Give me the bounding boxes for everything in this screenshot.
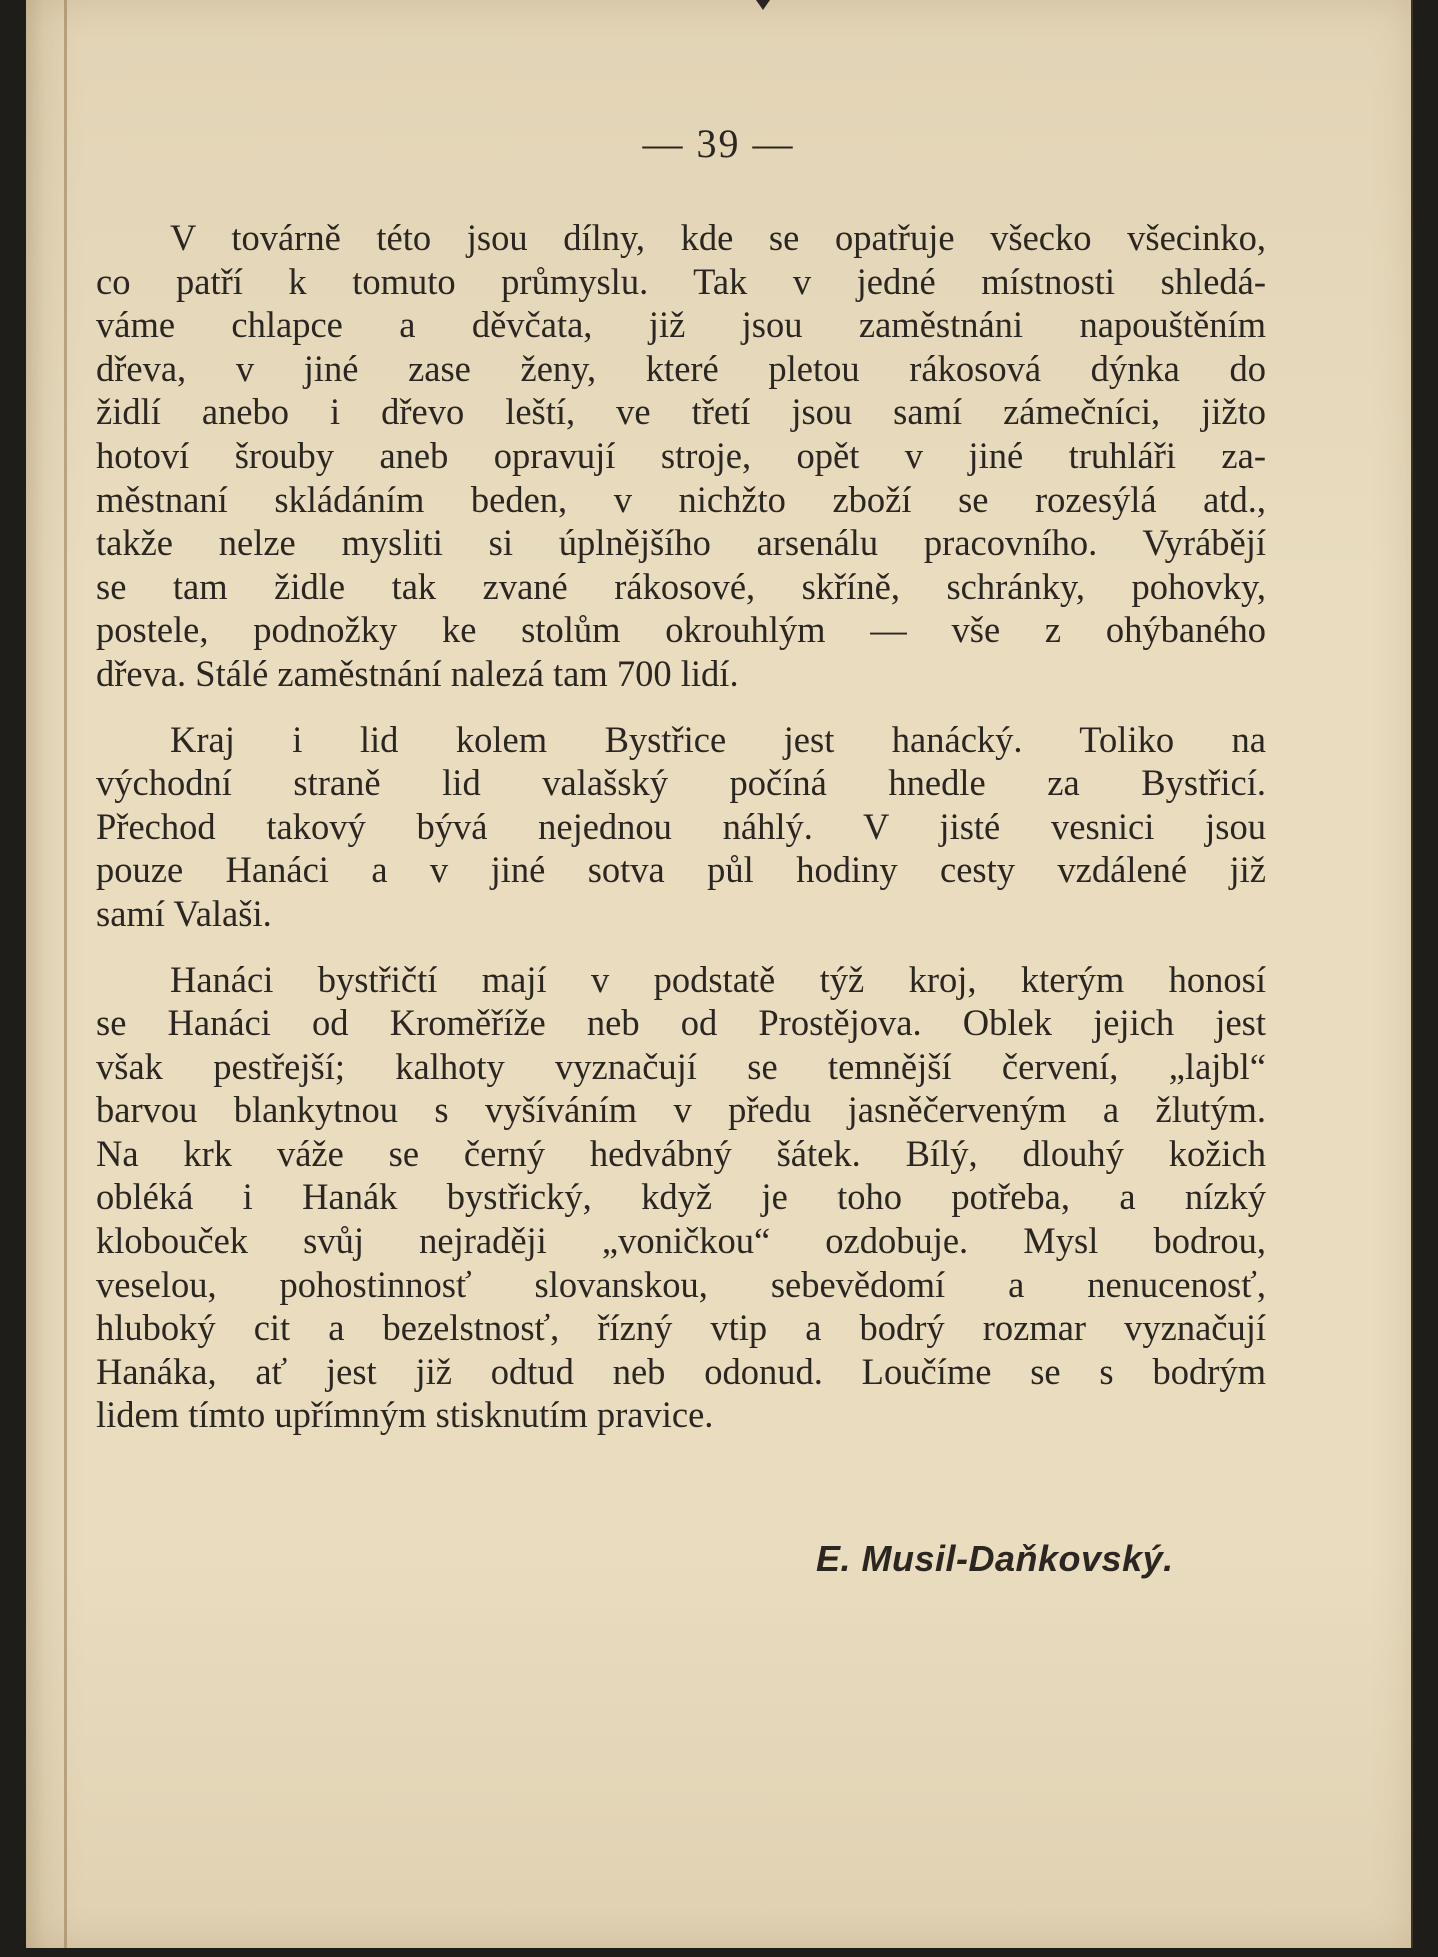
text-line: židlí anebo i dřevo leští, ve třetí jsou samí zámečníci, jižto — [96, 391, 1266, 433]
paragraph-3 — [96, 958, 1266, 1438]
text-line: Hanáka, ať jest již odtud neb odonud. Loučíme se s bodrým — [96, 1350, 1266, 1392]
text-line: takže nelze mysliti si úplnějšího arsenálu pracovního. Vyrábějí — [96, 522, 1266, 564]
paragraph-2 — [96, 718, 1266, 936]
text-line: pouze Hanáci a v jiné sotva půl hodiny cesty vzdálené již — [96, 849, 1266, 891]
text-line: postele, podnožky ke stolům okrouhlým — vše z ohýbaného — [96, 609, 1266, 651]
text-line: městnaní skládáním beden, v nichžto zboží se rozesýlá atd., — [96, 478, 1266, 520]
text-line: veselou, pohostinnosť slovanskou, sebevědomí a nenucenosť, — [96, 1263, 1266, 1305]
text-line: váme chlapce a děvčata, již jsou zaměstnáni napouštěním — [96, 304, 1266, 346]
text-line: se tam židle tak zvané rákosové, skříně, schránky, pohovky, — [96, 565, 1266, 607]
text-line: hotoví šrouby aneb opravují stroje, opět v jiné truhláři za- — [96, 434, 1266, 476]
book-page — [26, 0, 1413, 1948]
text-line: obléká i Hanák bystřický, když je toho potřeba, a nízký — [96, 1176, 1266, 1218]
body-text — [96, 216, 1266, 1437]
text-line: hluboký cit a bezelstnosť, řízný vtip a bodrý rozmar vyznačují — [96, 1307, 1266, 1349]
text-line: se Hanáci od Kroměříže neb od Prostějova. Oblek jejich jest — [96, 1002, 1266, 1044]
text-line: Na krk váže se černý hedvábný šátek. Bílý, dlouhý kožich — [96, 1132, 1266, 1174]
text-line: V továrně této jsou dílny, kde se opatřuje všecko všecinko, — [170, 217, 1266, 258]
text-line: klobouček svůj nejraději „voničkou“ ozdobuje. Mysl bodrou, — [96, 1220, 1266, 1262]
text-line: co patří k tomuto průmyslu. Tak v jedné místnosti shledá- — [96, 260, 1266, 302]
binding-edge — [64, 0, 67, 1948]
text-line: samí Valaši. — [96, 892, 272, 934]
text-line: lidem tímto upřímným stisknutím pravice. — [96, 1394, 714, 1436]
text-line: dřeva. Stálé zaměstnání nalezá tam 700 lidí. — [96, 652, 739, 694]
text-line: Kraj i lid kolem Bystřice jest hanácký. Toliko na — [170, 718, 1266, 760]
text-line: dřeva, v jiné zase ženy, které pletou rákosová dýnka do — [96, 347, 1266, 389]
text-line: barvou blankytnou s vyšíváním v předu jasněčerveným a žlutým. — [96, 1089, 1266, 1131]
text-line: Přechod takový bývá nejednou náhlý. V jisté vesnici jsou — [96, 805, 1266, 847]
author-signature: E. Musil-Daňkovský. — [816, 1538, 1174, 1579]
text-line: východní straně lid valašský počíná hnedle za Bystřicí. — [96, 762, 1266, 804]
text-line: Hanáci bystřičtí mají v podstatě týž kroj, kterým honosí — [170, 958, 1266, 1000]
page-number: — 39 — — [642, 121, 795, 166]
top-notch-mark — [756, 0, 770, 10]
paragraph-1 — [96, 216, 1266, 696]
text-line: však pestřejší; kalhoty vyznačují se temnější červení, „lajbl“ — [96, 1045, 1266, 1087]
